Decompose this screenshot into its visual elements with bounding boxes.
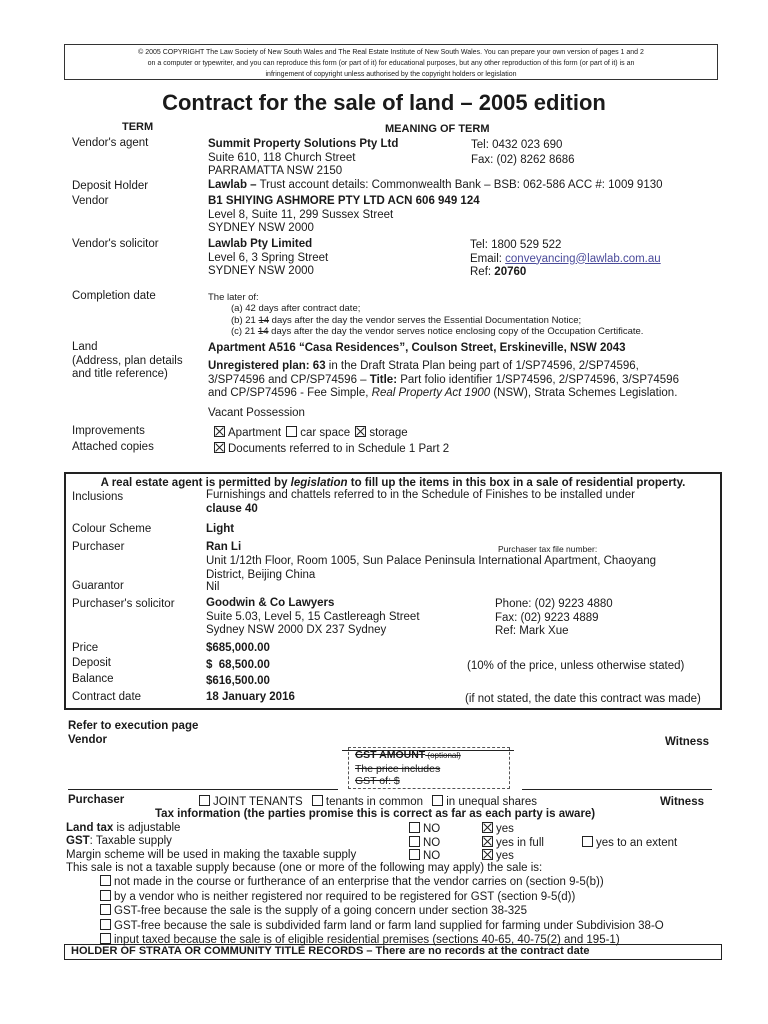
reason-4-text: GST-free because the sale is subdivided farm land or farm land supplied for farming under Subdivision 38-O bbox=[114, 919, 664, 932]
reason-1-text: not made in the course or furtherance of an enterprise that the vendor carries on (section 9-5(b)) bbox=[114, 876, 604, 888]
land-tax-rest: is adjustable bbox=[113, 822, 181, 834]
agent-head-pre: A real estate agent is bbox=[100, 477, 219, 489]
land-plan-line-2-post: Part folio identifier 1/SP74596, 2/SP74596, 3/SP74596 bbox=[397, 373, 679, 386]
purchasers-solicitor-contact bbox=[495, 598, 613, 639]
purchasers-solicitor-phone: Phone: (02) 9223 4880 bbox=[495, 598, 613, 610]
improvements-options bbox=[214, 426, 408, 441]
vendors-solicitor-tel: Tel: 1800 529 522 bbox=[470, 239, 562, 251]
balance-value: $616,500.00 bbox=[206, 675, 270, 687]
reason-item bbox=[100, 919, 664, 934]
attached-copies-label: Attached copies bbox=[72, 441, 154, 453]
margin-no-label: NO bbox=[423, 850, 441, 862]
unequal-shares-checkbox[interactable] bbox=[432, 795, 443, 806]
gst-yes-extent-label: yes to an extent bbox=[596, 837, 678, 849]
inclusions bbox=[206, 489, 635, 516]
meaning-header: MEANING OF TERM bbox=[385, 123, 490, 135]
reason-2-text: by a vendor who is neither registered nor required to be registered for GST (section 9-5(d)) bbox=[114, 890, 576, 903]
completion-term-a: (a) 42 days after contract date; bbox=[231, 303, 361, 314]
land-plan-bold: Unregistered plan: 63 bbox=[208, 360, 326, 372]
purchasers-solicitor bbox=[206, 597, 420, 638]
land-plan-line-2-pre: 3/SP74596 and CP/SP74596 – bbox=[208, 373, 370, 386]
gst-no-checkbox[interactable] bbox=[409, 836, 420, 847]
inclusions-line-2: clause 40 bbox=[206, 502, 258, 515]
completion-term-b bbox=[231, 315, 643, 327]
land-title-bold: Title: bbox=[369, 373, 398, 386]
storage-label: storage bbox=[369, 427, 408, 439]
gst-yes-extent-checkbox[interactable] bbox=[582, 836, 593, 847]
gst-yes-extent bbox=[582, 836, 677, 851]
copyright-line-3: infringement of copyright unless authorised by the copyright holders or legislation bbox=[265, 71, 517, 78]
reason-4-checkbox[interactable] bbox=[100, 919, 111, 930]
email-label: Email: bbox=[470, 252, 506, 265]
vendors-solicitor-ref: 20760 bbox=[494, 266, 527, 278]
reason-item bbox=[100, 904, 664, 919]
deposit-holder-name: Lawlab – bbox=[208, 179, 257, 191]
vendors-agent-address-2: PARRAMATTA NSW 2150 bbox=[208, 165, 343, 177]
guarantor-label: Guarantor bbox=[72, 580, 124, 592]
gst-yes-full-label: yes in full bbox=[496, 837, 544, 849]
purchasers-solicitor-name: Goodwin & Co Lawyers bbox=[206, 597, 335, 609]
land-plan-line-1-text: in the Draft Strata Plan being part of 1/SP74596, 2/SP74596, bbox=[325, 360, 639, 372]
land-tax-row bbox=[66, 822, 180, 836]
completion-terms bbox=[231, 303, 643, 338]
completion-b-pre: (b) 21 bbox=[231, 314, 259, 326]
gst-amount-row bbox=[355, 749, 461, 763]
tenants-in-common-label: tenants in common bbox=[325, 796, 424, 808]
deposit-holder-details: Trust account details: Commonwealth Bank – BSB: 062-586 ACC #: 1009 9130 bbox=[256, 179, 663, 191]
reason-5-text: input taxed because the sale is of eligible residential premises (sections 40-65, 40-75(2) and 195-1) bbox=[114, 934, 620, 946]
purchaser-address-1: Unit 1/12th Floor, Room 1005, Sun Palace Peninsula International Apartment, Chaoyang bbox=[206, 555, 657, 567]
margin-no-checkbox[interactable] bbox=[409, 849, 420, 860]
copyright-line-2: on a computer or typewriter, and you can reproduce this form (or part of it) for educational purposes, but any other reproduction of this form (or part of it) is an bbox=[147, 60, 635, 67]
term-header: TERM bbox=[122, 121, 154, 133]
vendor-label: Vendor bbox=[72, 195, 109, 207]
land-tax-bold: Land tax bbox=[66, 822, 114, 834]
balance-label: Balance bbox=[72, 673, 114, 685]
tenants-in-common-checkbox[interactable] bbox=[312, 795, 323, 806]
land-label bbox=[72, 341, 183, 382]
agent-box-heading bbox=[64, 477, 722, 489]
land-tax-no-checkbox[interactable] bbox=[409, 822, 420, 833]
colour-scheme: Light bbox=[206, 523, 235, 535]
land-label-2: (Address, plan details bbox=[72, 354, 183, 367]
vendors-solicitor-contact bbox=[470, 239, 661, 280]
purchaser-label: Purchaser bbox=[72, 541, 125, 553]
unequal-shares-label: in unequal shares bbox=[446, 796, 538, 808]
deposit-holder-label: Deposit Holder bbox=[72, 180, 149, 192]
vendors-solicitor-address-1: Level 6, 3 Spring Street bbox=[208, 251, 329, 264]
purchaser-address bbox=[206, 555, 721, 582]
inclusions-line-1: Furnishings and chattels referred to in the Schedule of Finishes to be installed under bbox=[206, 489, 635, 501]
witness-vendor-label: Witness bbox=[665, 736, 709, 748]
reason-5-checkbox[interactable] bbox=[100, 933, 111, 944]
purchasers-solicitor-label: Purchaser's solicitor bbox=[72, 598, 175, 610]
land-label-1: Land bbox=[72, 341, 98, 353]
land-tax-yes-checkbox[interactable] bbox=[482, 822, 493, 833]
reason-3-text: GST-free because the sale is the supply of a going concern under section 38-325 bbox=[114, 905, 527, 917]
land-tax-yes-label: yes bbox=[496, 823, 514, 835]
apartment-checkbox[interactable] bbox=[214, 426, 225, 437]
vacant-possession: Vacant Possession bbox=[208, 407, 305, 419]
completion-date-label: Completion date bbox=[72, 290, 156, 302]
gst-no-label: NO bbox=[423, 837, 441, 849]
vendor-name: B1 SHIYING ASHMORE PTY LTD ACN 606 949 124 bbox=[208, 195, 480, 207]
vendors-solicitor-ref-row bbox=[470, 266, 661, 280]
purchaser-name: Ran Li bbox=[206, 541, 242, 553]
attached-copies-text: Documents referred to in Schedule 1 Part 2 bbox=[228, 443, 450, 455]
strata-records-holder: HOLDER OF STRATA OR COMMUNITY TITLE RECORDS – There are no records at the contract date bbox=[64, 944, 722, 960]
apartment-label: Apartment bbox=[228, 427, 282, 439]
copyright-notice bbox=[64, 44, 718, 80]
completion-term-c bbox=[231, 326, 643, 338]
land-tax-yes bbox=[482, 822, 514, 837]
document-title: Contract for the sale of land – 2005 edition bbox=[162, 90, 606, 115]
price-label: Price bbox=[72, 642, 99, 654]
witness-purchaser-label: Witness bbox=[660, 796, 704, 808]
vendors-agent-fax: Fax: (02) 8262 8686 bbox=[471, 154, 575, 166]
deposit-note: (10% of the price, unless otherwise stated) bbox=[467, 660, 685, 672]
land-tax-no bbox=[409, 822, 440, 837]
reason-item bbox=[100, 890, 664, 905]
gst-yes-full-checkbox[interactable] bbox=[482, 836, 493, 847]
purchasers-solicitor-address-2: Sydney NSW 2000 DX 237 Sydney bbox=[206, 624, 387, 636]
gst-rest: : Taxable supply bbox=[89, 835, 172, 847]
tax-heading: Tax information (the parties promise this is correct as far as each party is aware) bbox=[155, 808, 596, 820]
vendors-solicitor-email-row bbox=[470, 253, 661, 267]
vendors-agent-label: Vendor's agent bbox=[72, 137, 149, 149]
gst-amount-content bbox=[355, 749, 461, 788]
purchasers-solicitor-ref: Ref: Mark Xue bbox=[495, 625, 569, 637]
vendors-solicitor-label: Vendor's solicitor bbox=[72, 238, 159, 250]
completion-b-strike: 14 bbox=[258, 314, 270, 326]
joint-tenants-checkbox[interactable] bbox=[199, 795, 210, 806]
vendor-witness-signature-line bbox=[522, 789, 712, 790]
contract-date-note: (if not stated, the date this contract was made) bbox=[465, 693, 701, 705]
ref-label: Ref: bbox=[470, 266, 495, 278]
gst-of: GST of: $ bbox=[355, 775, 400, 787]
agent-head-legislation: legislation bbox=[290, 477, 348, 489]
reason-1-checkbox[interactable] bbox=[100, 875, 111, 886]
inclusions-label: Inclusions bbox=[72, 491, 124, 503]
vendor-address-1: Level 8, Suite 11, 299 Sussex Street bbox=[208, 208, 394, 221]
purchasers-solicitor-fax: Fax: (02) 9223 4889 bbox=[495, 611, 599, 624]
car-space-label: car space bbox=[300, 427, 351, 439]
storage-checkbox[interactable] bbox=[355, 426, 366, 437]
purchaser-address-2: District, Beijing China bbox=[206, 568, 316, 581]
completion-intro: The later of: bbox=[208, 292, 259, 303]
not-taxable-intro: This sale is not a taxable supply because (one or more of the following may apply) the sale is: bbox=[66, 862, 543, 874]
vendors-agent-address-1: Suite 610, 118 Church Street bbox=[208, 151, 356, 164]
completion-c-strike: 14 bbox=[257, 326, 269, 337]
gst-row bbox=[66, 835, 172, 849]
gst-bold: GST bbox=[66, 835, 90, 847]
vendor bbox=[208, 195, 480, 236]
land-plan-line-2 bbox=[208, 374, 718, 388]
land-plan-line-3-post: (NSW), Strata Schemes Legislation. bbox=[490, 387, 678, 399]
colour-scheme-label: Colour Scheme bbox=[72, 523, 152, 535]
completion-c-pre: (c) 21 bbox=[231, 326, 258, 337]
land-plan-line-3-pre: and CP/SP74596 - Fee Simple, bbox=[208, 387, 372, 399]
land-plan-line-3 bbox=[208, 387, 718, 401]
completion-b-post: days after the day the vendor serves the Essential Documentation Notice; bbox=[269, 314, 582, 326]
margin-scheme-label: Margin scheme will be used in making the taxable supply bbox=[66, 849, 357, 861]
price-value: $685,000.00 bbox=[206, 642, 270, 654]
reason-2-checkbox[interactable] bbox=[100, 890, 111, 901]
vendors-agent bbox=[208, 138, 398, 179]
copyright-line-1: © 2005 COPYRIGHT The Law Society of New South Wales and The Real Estate Institute of New South Wales. You can prepare your own version of pages 1 and 2 bbox=[138, 49, 644, 56]
vendors-solicitor-address-2: SYDNEY NSW 2000 bbox=[208, 265, 314, 277]
gst-amount-label: GST AMOUNT bbox=[355, 749, 426, 761]
guarantor: Nil bbox=[206, 581, 220, 593]
not-taxable-reasons bbox=[100, 875, 664, 948]
gst-optional: (optional) bbox=[425, 751, 461, 760]
vendor-sign-label: Vendor bbox=[68, 734, 107, 746]
land-plan bbox=[208, 360, 718, 401]
joint-tenants-label: JOINT TENANTS bbox=[213, 796, 303, 808]
completion-c-post: days after the day the vendor serves notice enclosing copy of the Occupation Certificate. bbox=[268, 326, 644, 337]
land-address: Apartment A516 “Casa Residences”, Coulson Street, Erskineville, NSW 2043 bbox=[208, 342, 626, 354]
agent-head-mid: by bbox=[270, 477, 291, 489]
attached-copies-checkbox[interactable] bbox=[214, 442, 225, 453]
vendors-agent-name: Summit Property Solutions Pty Ltd bbox=[208, 138, 399, 150]
purchaser-sign-label: Purchaser bbox=[68, 794, 125, 806]
refer-execution: Refer to execution page bbox=[68, 720, 199, 732]
contract-date: 18 January 2016 bbox=[206, 691, 295, 703]
vendor-signature-line bbox=[68, 789, 338, 790]
purchasers-solicitor-address-1: Suite 5.03, Level 5, 15 Castlereagh Street bbox=[206, 610, 420, 623]
vendor-address-2: SYDNEY NSW 2000 bbox=[208, 222, 314, 234]
vendors-solicitor bbox=[208, 238, 328, 279]
contract-date-label: Contract date bbox=[72, 691, 142, 703]
car-space-checkbox[interactable] bbox=[286, 426, 297, 437]
margin-yes-label: yes bbox=[496, 850, 514, 862]
attached-copies bbox=[214, 442, 449, 457]
vendors-solicitor-email-link[interactable]: conveyancing@lawlab.com.au bbox=[505, 252, 661, 265]
reason-item bbox=[100, 875, 664, 890]
margin-yes-checkbox[interactable] bbox=[482, 849, 493, 860]
agent-head-permitted: permitted bbox=[218, 477, 271, 489]
gst-price-includes: The price includes bbox=[355, 762, 441, 775]
deposit-holder bbox=[208, 179, 663, 193]
land-plan-act: Real Property Act 1900 bbox=[371, 387, 491, 399]
purchaser-tfn-label: Purchaser tax file number: bbox=[498, 544, 598, 554]
land-tax-no-label: NO bbox=[423, 823, 441, 835]
land-label-3: and title reference) bbox=[72, 368, 168, 380]
deposit-label: Deposit bbox=[72, 657, 111, 669]
agent-head-post: to fill up the items in this box in a sale of residential property. bbox=[347, 477, 686, 489]
deposit-value: $ 68,500.00 bbox=[206, 659, 270, 671]
reason-3-checkbox[interactable] bbox=[100, 904, 111, 915]
vendors-agent-tel: Tel: 0432 023 690 bbox=[471, 139, 563, 151]
land-plan-line-1 bbox=[208, 360, 718, 374]
vendors-solicitor-name: Lawlab Pty Limited bbox=[208, 238, 313, 250]
improvements-label: Improvements bbox=[72, 425, 145, 437]
